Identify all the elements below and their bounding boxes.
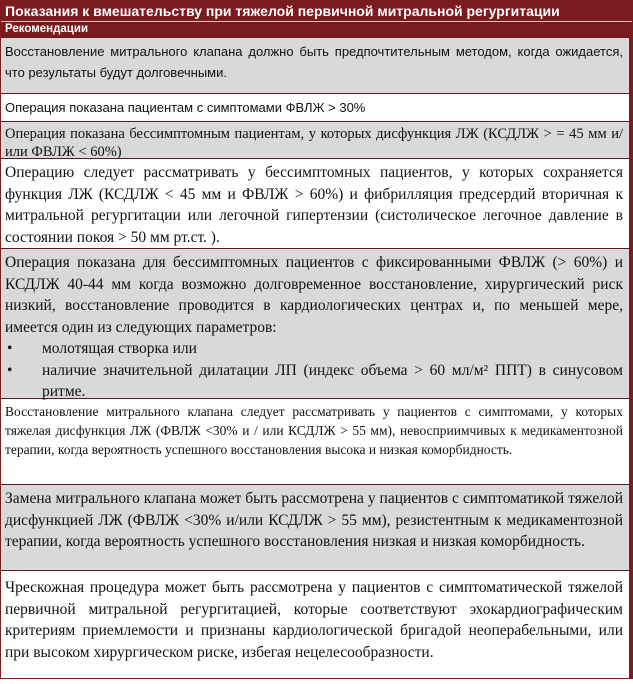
recommendation-row-7: Замена митрального клапана может быть рассмотрена у пациентов с симптоматикой тяжелой дисфункцией ЛЖ (ФВЛЖ <30% и/или КСДЛЖ > 55 мм), резистентным к медикаментозной терапии, когда вероятность успешного восстановления низкая и низкая коморбидность.	[1, 484, 632, 570]
table-subtitle: Рекомендации	[1, 22, 632, 37]
recommendation-row-8: Чрескожная процедура может быть рассмотрена у пациентов с симптоматической тяжелой первичной митральной регургитацией, которые соответствуют эхокардиографическим критериям приемлемости и признаны кардиологической бригадой неоперабельными, или при высоком хирургическом риске, избегая нецелесообразности.	[1, 570, 632, 678]
list-item: • наличие значительной дилатации ЛП (индекс объема > 60 мл/м² ППТ) в синусовом ритме.	[5, 360, 623, 403]
table-title: Показания к вмешательству при тяжелой первичной митральной регургитации	[1, 1, 632, 22]
recommendation-row-5-list	[5, 338, 623, 403]
recommendation-row-5-text: Операция показана для бессимптомных пациентов с фиксированными ФВЛЖ (> 60%) и КСДЛЖ 40-44 мм когда возможно долговременное восстановление, хирургический риск низкий, восстановление проводится в кардиологических центрах и, по меньшей мере, имеется один из следующих параметров:	[5, 254, 623, 336]
recommendation-row-5	[1, 248, 632, 398]
recommendation-row-2: Операция показана пациентам с симптомами ФВЛЖ > 30%	[1, 93, 632, 121]
recommendation-row-3: Операция показана бессимптомным пациентам, у которых дисфункция ЛЖ (КСДЛЖ > = 45 мм и/или ФВЛЖ < 60%)	[1, 121, 632, 158]
recommendation-row-1: Восстановление митрального клапана должно быть предпочтительным методом, когда ожидается, что результаты будут долговечными.	[1, 37, 632, 93]
recommendation-row-6: Восстановление митрального клапана следует рассматривать у пациентов с симптомами, у которых тяжелая дисфункция ЛЖ (ФВЛЖ <30% и / или КСДЛЖ > 55 мм), невосприимчивых к медикаментозной терапии, когда вероятность успешного восстановления высока и низкая коморбидность.	[1, 398, 632, 484]
list-item: • молотящая створка или	[5, 338, 623, 360]
recommendation-row-4: Операцию следует рассматривать у бессимптомных пациентов, у которых сохраняется функция ЛЖ (КСДЛЖ < 45 мм и ФВЛЖ > 60%) и фибрилляция предсердий вторичная к митральной регургитации или легочной гипертензии (систолическое легочное давление в состоянии покоя > 50 мм рт.ст. ).	[1, 158, 632, 248]
